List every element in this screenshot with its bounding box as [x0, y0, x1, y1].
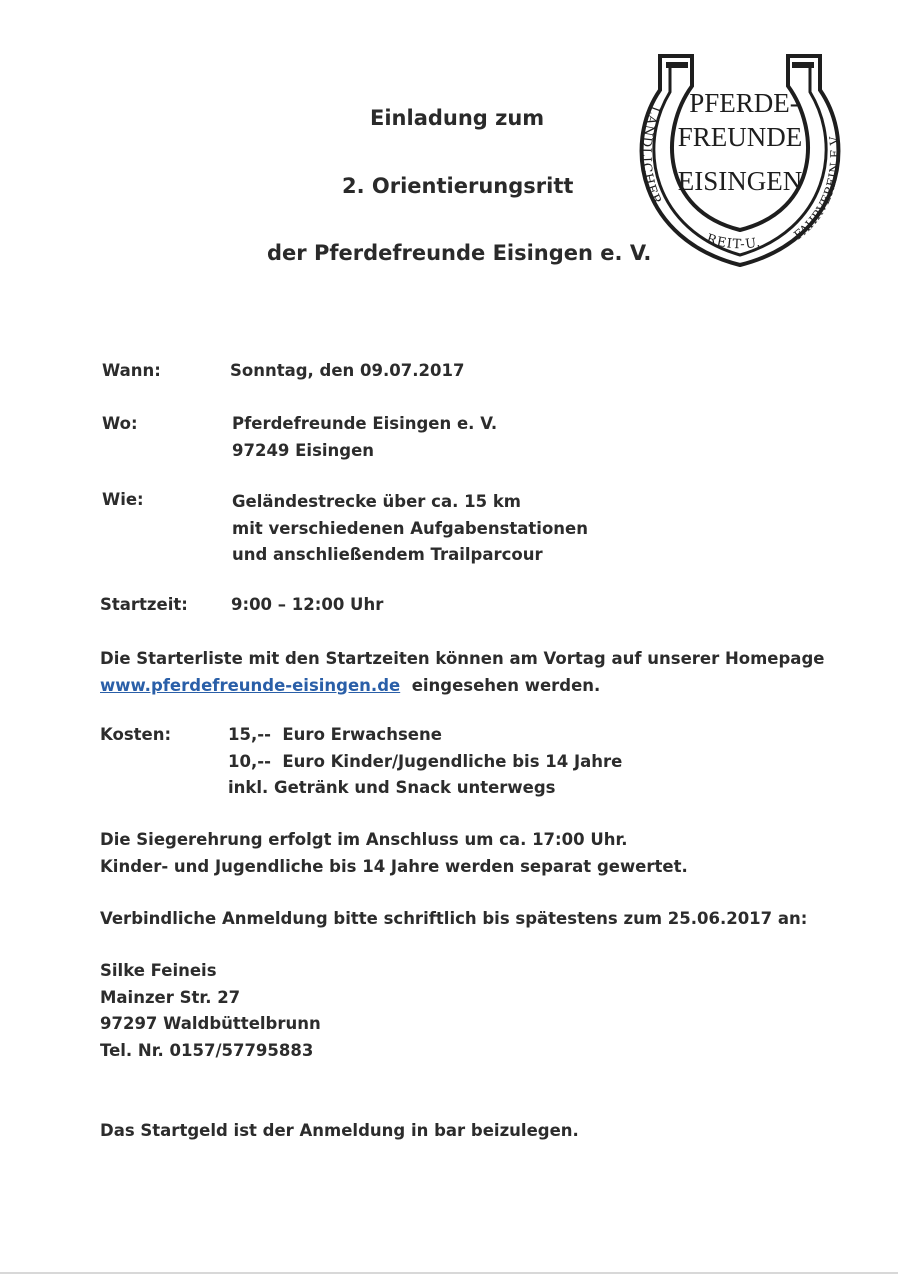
- scan-edge-divider: [0, 1272, 898, 1274]
- title-line-3: der Pferdefreunde Eisingen e. V.: [267, 241, 652, 265]
- starterliste-paragraph: [100, 646, 824, 699]
- siegerehrung-line-2: Kinder- und Jugendliche bis 14 Jahre werden separat gewertet.: [100, 856, 688, 876]
- wann-label: Wann:: [102, 361, 161, 380]
- kosten-line-1: 15,-- Euro Erwachsene: [228, 725, 442, 744]
- title-line-2: 2. Orientierungsritt: [342, 174, 574, 198]
- wie-line-3: und anschließendem Trailparcour: [232, 545, 543, 564]
- contact-city: 97297 Waldbüttelbrunn: [100, 1014, 321, 1033]
- logo-ring-bottom: REIT-U.: [704, 231, 763, 253]
- wo-line-1: Pferdefreunde Eisingen e. V.: [232, 414, 498, 433]
- wie-line-2: mit verschiedenen Aufgabenstationen: [232, 518, 588, 538]
- homepage-link[interactable]: www.pferdefreunde-eisingen.de: [100, 675, 401, 695]
- siegerehrung-paragraph: [100, 827, 688, 880]
- starterliste-line-2-rest: eingesehen werden.: [400, 675, 601, 695]
- wie-line-1: Geländestrecke über ca. 15 km: [232, 492, 521, 511]
- logo-word-3: EISINGEN: [677, 166, 803, 196]
- logo-ring-left: LÄNDLICHER: [638, 103, 665, 208]
- anmeldung-paragraph: Verbindliche Anmeldung bitte schriftlich bis spätestens zum 25.06.2017 an:: [100, 909, 808, 928]
- wo-label: Wo:: [102, 414, 138, 433]
- kosten-value: [228, 722, 622, 802]
- starterliste-line-2: [100, 673, 824, 700]
- logo-word-2: FREUNDE: [677, 122, 803, 152]
- horseshoe-logo-icon: [630, 50, 850, 275]
- kosten-line-2: 10,-- Euro Kinder/Jugendliche bis 14 Jahre: [228, 751, 623, 771]
- kosten-line-3: inkl. Getränk und Snack unterwegs: [228, 778, 556, 797]
- startgeld-note: Das Startgeld ist der Anmeldung in bar beizulegen.: [100, 1121, 579, 1140]
- wie-value: [232, 489, 588, 569]
- wo-line-2: 97249 Eisingen: [232, 440, 375, 460]
- startzeit-label: Startzeit:: [100, 595, 188, 614]
- wie-label: Wie:: [102, 490, 144, 509]
- contact-phone: Tel. Nr. 0157/57795883: [100, 1040, 314, 1060]
- wann-value: Sonntag, den 09.07.2017: [230, 361, 465, 380]
- logo-word-1: PFERDE-: [689, 88, 799, 118]
- starterliste-line-1: Die Starterliste mit den Startzeiten können am Vortag auf unserer Homepage: [100, 649, 825, 668]
- kosten-label: Kosten:: [100, 725, 172, 744]
- startzeit-value: 9:00 – 12:00 Uhr: [231, 595, 384, 614]
- siegerehrung-line-1: Die Siegerehrung erfolgt im Anschluss um ca. 17:00 Uhr.: [100, 830, 628, 849]
- title-line-1: Einladung zum: [370, 106, 545, 130]
- logo-ring-right: FAHRVEREIN E.V.: [791, 132, 842, 243]
- contact-name: Silke Feineis: [100, 961, 217, 980]
- contact-street: Mainzer Str. 27: [100, 987, 241, 1007]
- wo-value: [232, 411, 497, 464]
- contact-block: [100, 958, 321, 1064]
